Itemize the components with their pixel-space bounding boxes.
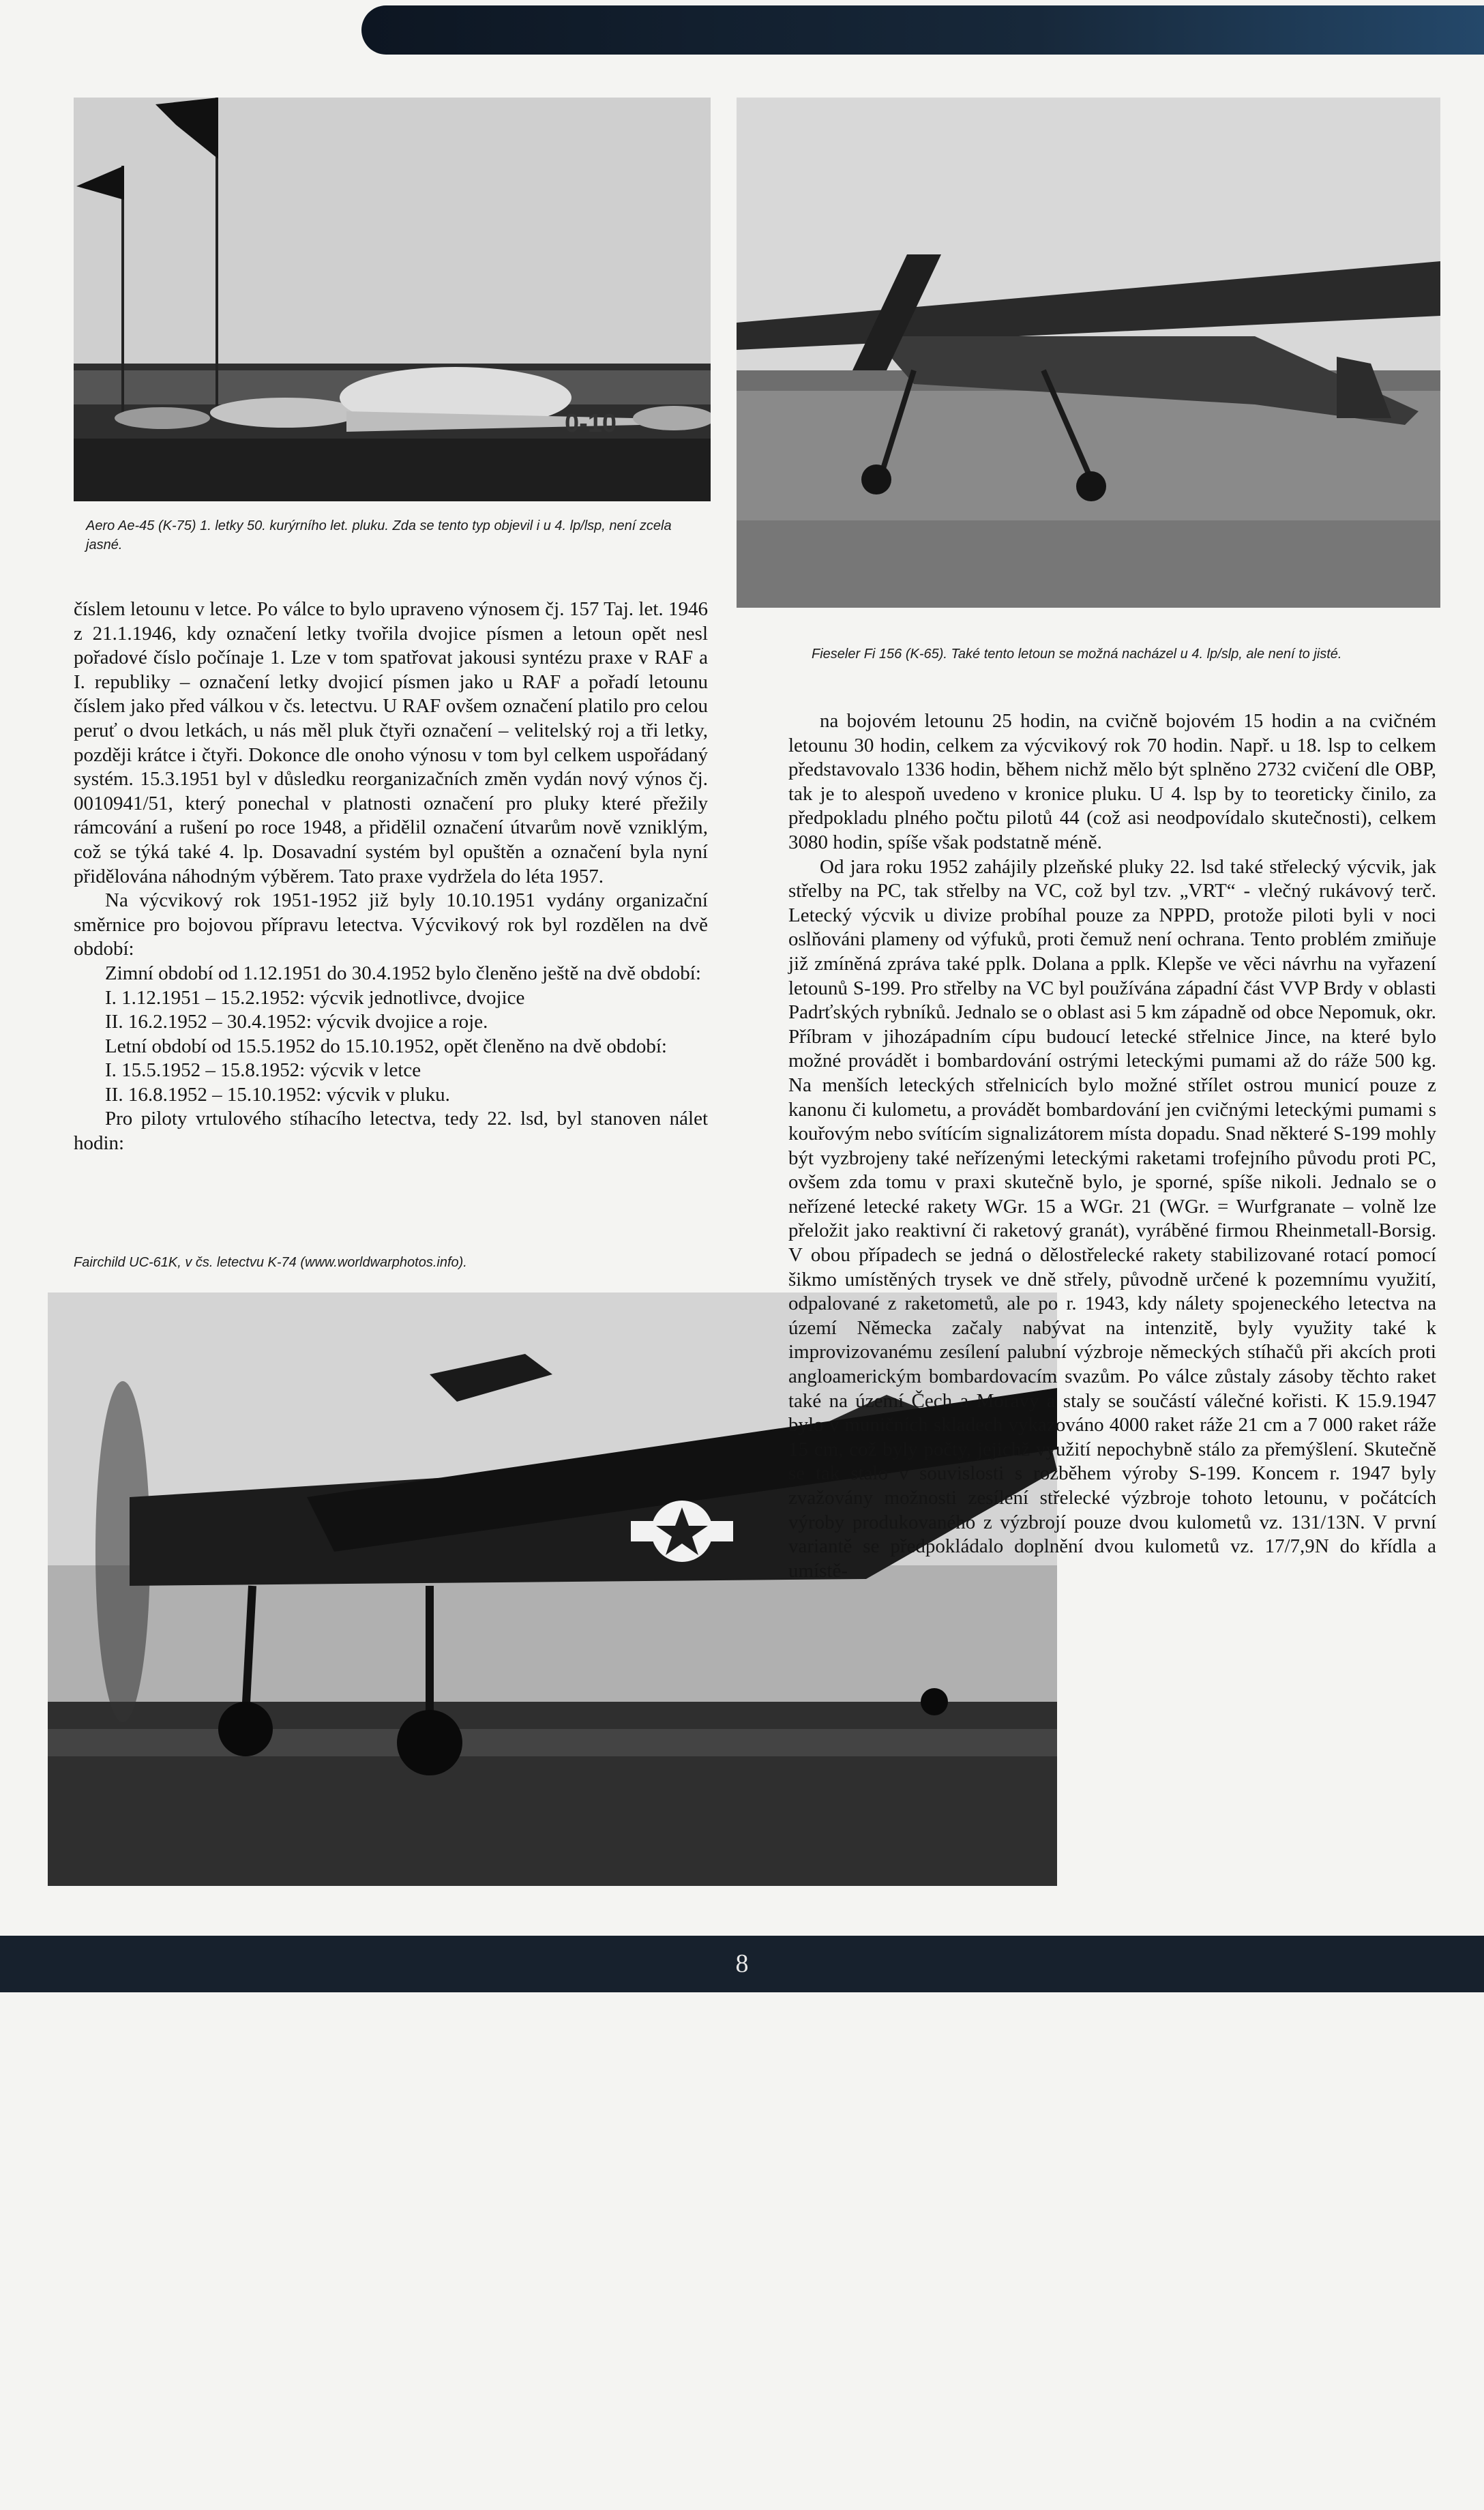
paragraph: Pro piloty vrtulového stíhacího letectva, tedy 22. lsd, byl stanoven nálet hodin:: [74, 1108, 708, 1155]
page-number: 8: [735, 1949, 749, 1978]
photo-fieseler-fi156: [737, 98, 1440, 608]
list-item: I. 15.5.1952 – 15.8.1952: výcvik v letce: [105, 1059, 421, 1082]
header-bar: [361, 5, 1484, 55]
paragraph: na bojovém letounu 25 hodin, na cvičně bojovém 15 hodin a na cvičném letounu 30 hodin, celkem za výcvikový rok 70 hodin. Např. u 18. lsp to celkem představovalo 1336 hodin, během nichž mělo být splněno 2732 cvičení dle OBP, tak je to alespoň uvedeno v kronice pluku. U 4. lsp by to teoreticky činilo, za předpokladu plného počtu pilotů 44 (což asi neodpovídalo skutečnosti), celkem 3080 hodin, spíše však podstatně méně.: [788, 710, 1436, 853]
paragraph: Na výcvikový rok 1951-1952 již byly 10.10.1951 vydány organizační směrnice pro bojovou přípravu letectva. Výcvikový rok byl rozdělen na dvě období:: [74, 889, 708, 960]
list-item: II. 16.2.1952 – 30.4.1952: výcvik dvojice a roje.: [105, 1011, 488, 1033]
paragraph: číslem letounu v letce. Po válce to bylo upraveno výnosem čj. 157 Taj. let. 1946 z 21.1.1946, kdy označení letky tvořila dvojice písmen a letoun opět nesl pořadové číslo počínaje 1. Lze v tom spatřovat jakousi syntézu praxe v RAF a I. republiky – označení letky dvojicí písmen jako u RAF a pořadí letounu číslem jako před válkou v čs. letectvu. U RAF ovšem označení platilo pro celou peruť o dvou letkách, u nás měl pluk čtyři označení – velitelský roj a tři letky, později krátce i čtyři. Dokonce dle onoho výnosu v tom byl celkem uspořádaný systém. 15.3.1951 byl v důsledku reorganizačních změn vydán nový výnos čj. 0010941/51, který ponechal v platnosti označení pro pluky které přežily rámcování a rušení po roce 1948, a přidělil označení útvarům nově vzniklým, což se týká také 4. lp. Dosavadní systém byl opuštěn a označení byla nyní přidělována náhodným výběrem. Tato praxe vydržela do léta 1957.: [74, 598, 708, 887]
list-item: I. 1.12.1951 – 15.2.1952: výcvik jednotlivce, dvojice: [105, 986, 525, 1009]
photo-caption: Fieseler Fi 156 (K-65). Také tento letoun se možná nacházel u 4. lp/slp, ale není to jisté.: [812, 647, 1342, 662]
photo-caption: Fairchild UC-61K, v čs. letectvu K-74 (www.worldwarphotos.info).: [74, 1255, 467, 1270]
paragraph: Zimní období od 1.12.1951 do 30.4.1952 bylo členěno ještě na dvě období:: [105, 962, 701, 984]
paragraph: Od jara roku 1952 zahájily plzeňské pluky 22. lsd také střelecký výcvik, jak střelby na PC, tak střelby na VC, což byl tzv. „VRT“ - vlečný rukávový terč. Letecký výcvik u divize probíhal pouze za NPPD, protože piloti byli v noci oslňováni plameny od výfuků, proti čemuž není ochrana. Tento problém zmiňuje již zmíněná zpráva také pplk. Dolana a pplk. Klepše ve věci návrhu na vyřazení letounů S-199. Pro střelby na VC byl používána západní část VVP Brdy v oblasti Padrťských rybníků. Jednalo se o oblast asi 5 km západně od obce Nepomuk, okr. Příbram v jihozápadním cípu budoucí letecké střelnice Jince, na které bylo možné provádět i bombardování ostrými leteckými pumami až do ráže 500 kg. Na menších leteckých střelnicích bylo možné střílet ostrou municí pouze z kanonu či kulometu, a provádět bombardování jen cvičnými leteckými pumami s kouřovým nebo svítícím signalizátorem místa dopadu. Snad některé S-199 mohly být vyzbrojeny také neřízenými leteckými raketami trofejního původu proti PC, ovšem zda tomu v praxi skutečně bylo, je sporné, spíše nikoli. Jednalo se o neřízené letecké rakety WGr. 15 a WGr. 21 (WGr. = Wurfgranate – volně lze přeložit jako reaktivní či raketový granát), vyráběné firmou Rheinmetall-Borsig. V obou případech se jedná o dělostřelecké rakety stabilizované rotací pomocí šikmo umístěných trysek ve dně střely, původně určené k pozemnímu využití, odpalované z raketometů, ale po r. 1943, kdy nálety spojeneckého letectva na území Německa začaly nabývat na intenzitě, byly využity také k improvizovanému zesílení palubní výzbroje německých stíhačů při akcích proti angloamerickým bombardovacím svazům. Po válce zůstaly zásoby těchto raket také na území Čech a Moravy a staly se součástí válečné kořisti. K 15.9.1947 bylo v muničních skladech vykazováno 4000 raket ráže 21 cm a 7 000 raket ráže 15 cm, což byly počty, jejichž využití nepochybně stálo za přemýšlení. Skutečně se tak stalo v souvislosti s rozběhem výroby S-199. Koncem r. 1947 byly zvažovány možnosti zesílení střelecké výzbroje tohoto letounu, v počátcích výroby produkovaného z výzbrojí pouze dvou kulometů vz. 131/13N. V první variantě se předpokládalo doplnění dvou kulometů vz. 17/7,9N do křídla a umístě-: [788, 855, 1436, 1582]
article-column-left: [74, 597, 708, 1156]
photo-caption: Aero Ae-45 (K-75) 1. letky 50. kurýrního let. pluku. Zda se tento typ objevil i u 4. lp/lsp, není zcela jasné.: [86, 518, 672, 552]
paragraph: Letní období od 15.5.1952 do 15.10.1952, opět členěno na dvě období:: [105, 1035, 667, 1057]
article-column-right: [788, 709, 1436, 2510]
photo-aero-ae45: [74, 98, 711, 501]
list-item: II. 16.8.1952 – 15.10.1952: výcvik v pluku.: [105, 1083, 450, 1106]
svg-text:0-10: 0-10: [565, 409, 617, 438]
